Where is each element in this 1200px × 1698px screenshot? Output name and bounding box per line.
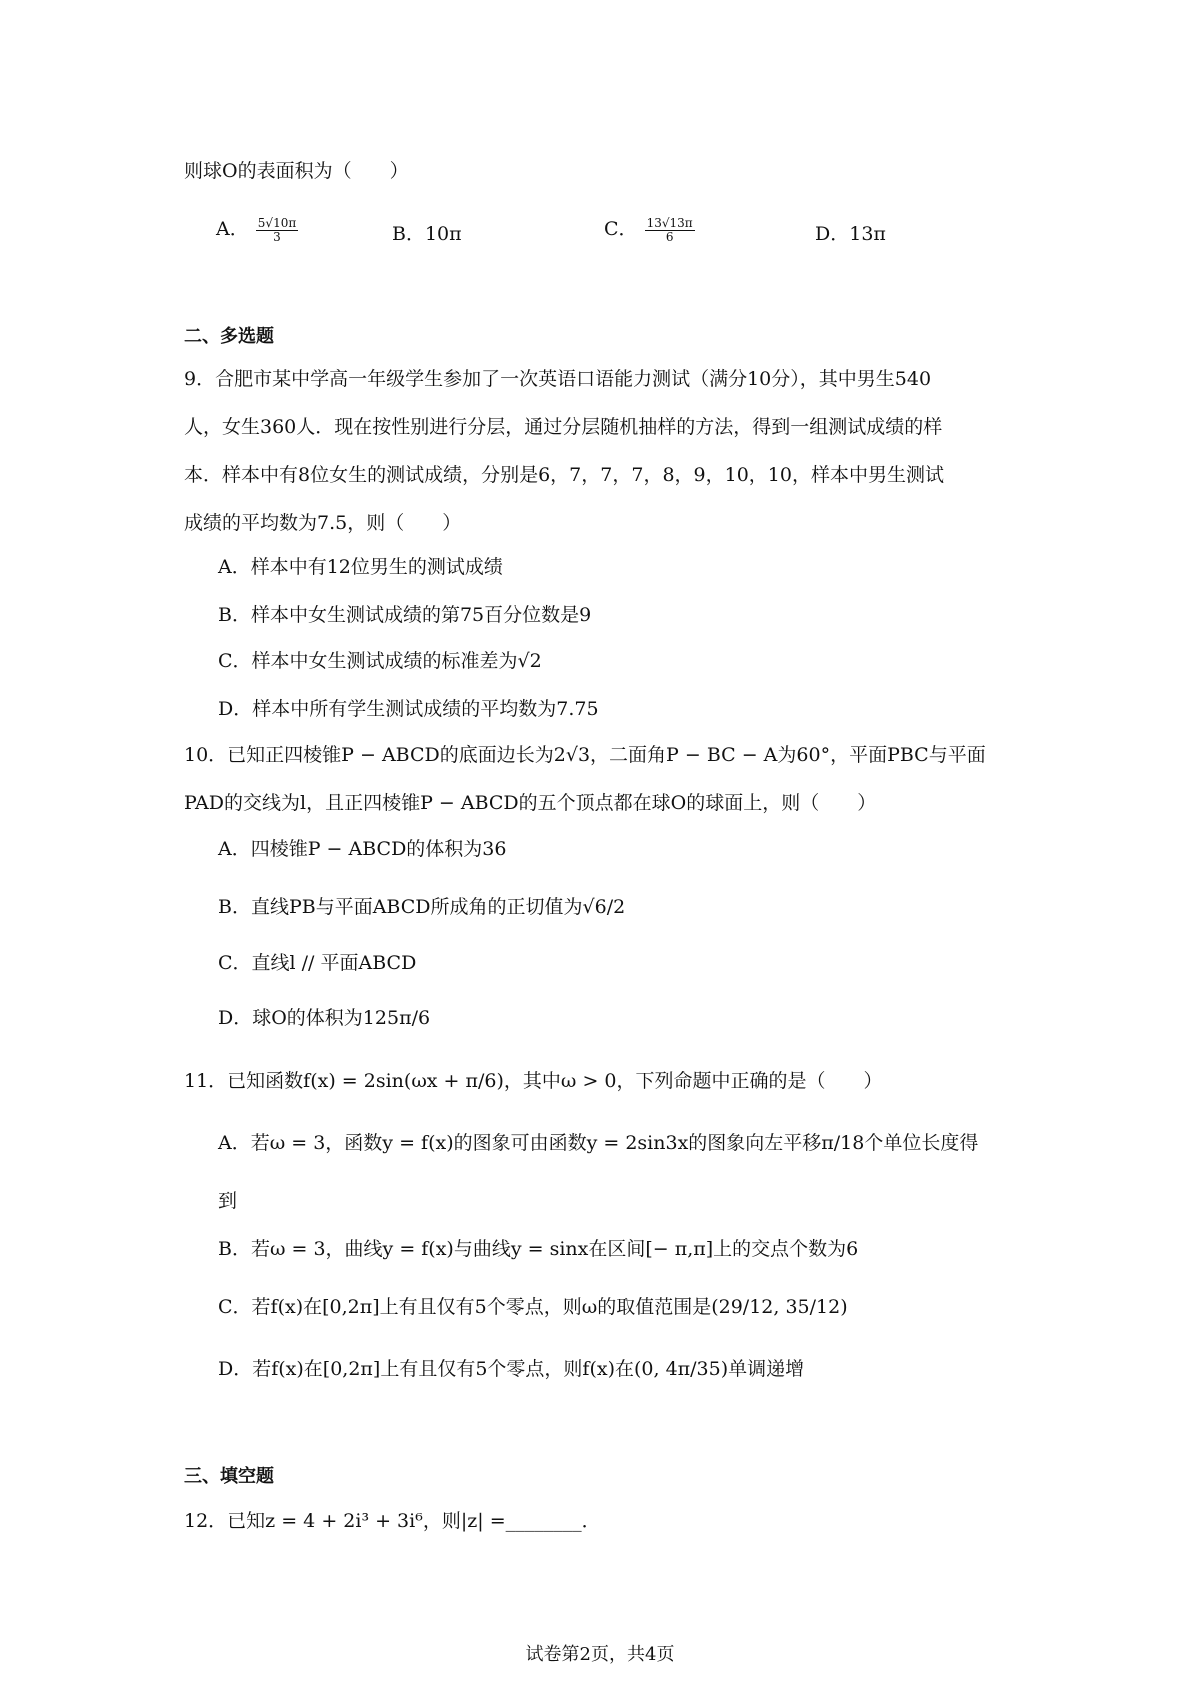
- q8-option-d-label: D．: [815, 223, 850, 245]
- q8-option-a-label: A．: [216, 218, 249, 240]
- q8-option-d: [815, 219, 886, 246]
- q10-line-2: PAD的交线为l，且正四棱锥P − ABCD的五个顶点都在球O的球面上，则（ ）: [184, 792, 877, 814]
- q8-option-c-fraction: [645, 217, 695, 244]
- q8-option-b-text: 10π: [424, 223, 462, 245]
- section-heading-fill-in: 三、填空题: [184, 1466, 274, 1487]
- q8-option-b-label: B．: [392, 223, 425, 245]
- q8-option-c: [604, 214, 696, 244]
- q12-stem: 12．已知z = 4 + 2i³ + 3i⁶，则|z| =________．: [184, 1510, 601, 1532]
- q9-option-a: A．样本中有12位男生的测试成绩: [218, 556, 503, 578]
- q9-option-b: B．样本中女生测试成绩的第75百分位数是9: [218, 604, 592, 626]
- q8-option-c-num: 13√13π: [646, 215, 693, 230]
- q11-option-a-continued: 到: [218, 1190, 238, 1212]
- q9-line-4: 成绩的平均数为7.5，则（ ）: [184, 512, 462, 534]
- q11-option-c: C．若f(x)在[0,2π]上有且仅有5个零点，则ω的取值范围是(29/12, 35/12): [218, 1296, 848, 1318]
- q10-line-1: 10．已知正四棱锥P − ABCD的底面边长为2√3，二面角P − BC − A为60°，平面PBC与平面: [184, 744, 986, 766]
- q8-option-c-label: C．: [604, 218, 638, 240]
- q8-option-a-den: 3: [273, 229, 281, 244]
- q11-option-a: A．若ω = 3，函数y = f(x)的图象可由函数y = 2sin3x的图象向左平移π/18个单位长度得: [218, 1132, 979, 1154]
- page-footer: 试卷第2页，共4页: [525, 1644, 675, 1665]
- q8-option-c-den: 6: [665, 229, 674, 244]
- q11-option-d: D．若f(x)在[0,2π]上有且仅有5个零点，则f(x)在(0, 4π/35)单调递增: [218, 1358, 805, 1380]
- q9-option-d: D．样本中所有学生测试成绩的平均数为7.75: [218, 698, 599, 720]
- q10-option-a: A．四棱锥P − ABCD的体积为36: [218, 838, 507, 860]
- q8-stem-tail: 则球O的表面积为（ ）: [184, 160, 409, 182]
- q8-option-a-num: 5√10π: [257, 215, 297, 230]
- q9-line-3: 本．样本中有8位女生的测试成绩，分别是6，7，7，7，8，9，10，10，样本中男生测试: [184, 464, 944, 486]
- q10-option-c: C．直线l // 平面ABCD: [218, 952, 417, 974]
- section-heading-multiple-choice: 二、多选题: [184, 326, 274, 347]
- q8-option-a: [216, 214, 299, 244]
- q9-option-c: C．样本中女生测试成绩的标准差为√2: [218, 650, 542, 672]
- q8-option-b: [392, 219, 462, 246]
- q9-line-2: 人，女生360人．现在按性别进行分层，通过分层随机抽样的方法，得到一组测试成绩的样: [184, 416, 943, 438]
- q11-option-b: B．若ω = 3，曲线y = f(x)与曲线y = sinx在区间[− π,π]上的交点个数为6: [218, 1238, 859, 1260]
- q8-option-a-fraction: [256, 217, 298, 244]
- q10-option-d: D．球O的体积为125π/6: [218, 1007, 431, 1029]
- q11-stem: 11．已知函数f(x) = 2sin(ωx + π/6)，其中ω > 0，下列命题中正确的是（ ）: [184, 1070, 883, 1092]
- q9-line-1: 9．合肥市某中学高一年级学生参加了一次英语口语能力测试（满分10分），其中男生540: [184, 368, 932, 390]
- q10-option-b: B．直线PB与平面ABCD所成角的正切值为√6/2: [218, 896, 626, 918]
- q8-option-d-text: 13π: [849, 223, 886, 245]
